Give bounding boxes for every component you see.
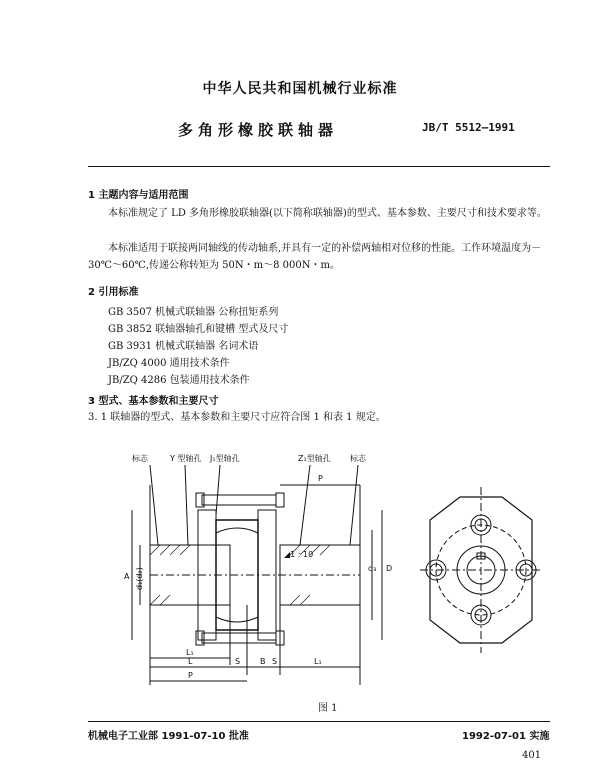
- header-rule: [88, 166, 550, 167]
- label-y-bore: Y 型轴孔: [170, 454, 202, 463]
- standard-number: JB/T 5512—1991: [422, 121, 515, 134]
- page-number: 401: [522, 750, 542, 761]
- label-D: D: [386, 564, 393, 573]
- label-j1-bore: J₁型轴孔: [210, 454, 240, 463]
- section-2-heading: 2 引用标准: [88, 287, 139, 298]
- coupling-drawing: [110, 445, 550, 690]
- section-1-paragraph-1: 本标准规定了 LD 多角形橡胶联轴器(以下简称联轴器)的型式、基本参数、主要尺寸和技术要求等。: [108, 208, 547, 219]
- label-B: B: [260, 657, 266, 666]
- label-p-top: P: [318, 474, 323, 483]
- lower-bolt: [202, 633, 276, 643]
- label-L: L: [188, 657, 193, 666]
- reference-item: JB/ZQ 4286 包装通用技术条件: [108, 375, 250, 386]
- effective-date: 1992-07-01 实施: [462, 731, 550, 742]
- label-P-bottom: P: [188, 671, 193, 680]
- reference-item: GB 3852 联轴器轴孔和键槽 型式及尺寸: [108, 324, 289, 335]
- issuing-body: 中华人民共和国机械行业标准: [202, 81, 398, 97]
- label-z1-bore: Z₁型轴孔: [298, 454, 331, 463]
- upper-nut-right: [276, 493, 284, 507]
- section-1-paragraph-2: 本标准适用于联接两同轴线的传动轴系,并具有一定的补偿两轴相对位移的性能。工作环境温度为－30℃～60℃,传递公称转矩为 50N・m～8 000N・m。: [88, 243, 542, 271]
- label-S: S: [235, 657, 241, 666]
- upper-bolt: [202, 495, 276, 505]
- standard-title: 多角形橡胶联轴器: [178, 121, 339, 139]
- reference-item: JB/ZQ 4000 通用技术条件: [108, 358, 230, 369]
- label-mark-left: 标志: [132, 454, 148, 463]
- label-L1-right: L₁: [314, 657, 322, 666]
- section-3-heading: 3 型式、基本参数和主要尺寸: [88, 396, 219, 407]
- footer-rule: [88, 721, 550, 722]
- label-taper: ◢1 : 10: [284, 550, 314, 559]
- label-d1: d₁(d₂): [135, 567, 144, 590]
- label-L1-left: L₁: [186, 648, 194, 657]
- label-d3: d₃: [368, 564, 377, 573]
- section-3-1-text: 3. 1 联轴器的型式、基本参数和主要尺寸应符合图 1 和表 1 规定。: [88, 412, 386, 423]
- figure-caption: 图 1: [318, 703, 338, 714]
- section-1-heading: 1 主题内容与适用范围: [88, 190, 189, 201]
- label-S-right: S: [272, 657, 278, 666]
- label-A: A: [124, 572, 130, 581]
- reference-item: GB 3931 机械式联轴器 名词术语: [108, 341, 259, 352]
- reference-item: GB 3507 机械式联轴器 公称扭矩系列: [108, 307, 279, 318]
- label-mark-right: 标志: [350, 454, 366, 463]
- approval-date: 机械电子工业部 1991-07-10 批准: [88, 731, 249, 742]
